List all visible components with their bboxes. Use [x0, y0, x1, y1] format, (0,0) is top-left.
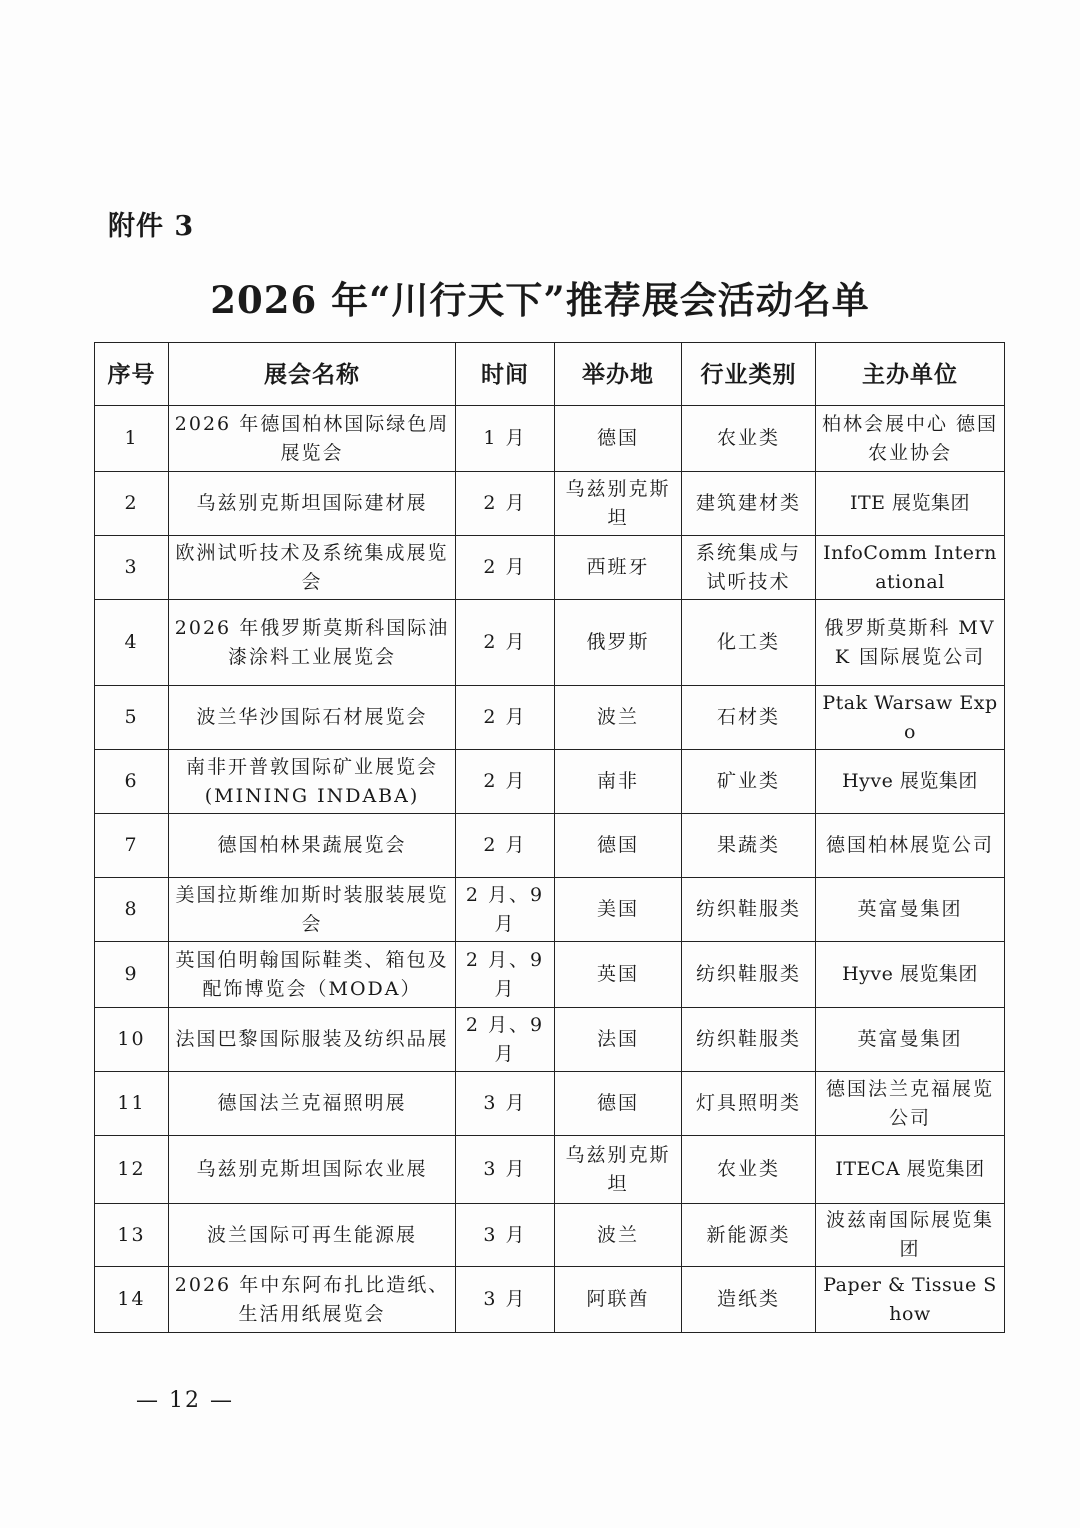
header-seq: 序号: [95, 343, 169, 406]
cell-time: 3 月: [456, 1072, 555, 1136]
table-row: [95, 1136, 1005, 1204]
cell-location: 乌兹别克斯坦: [555, 472, 682, 536]
cell-seq: 11: [95, 1072, 169, 1136]
table-row: [95, 942, 1005, 1008]
cell-location: 阿联酋: [555, 1267, 682, 1333]
cell-seq: 1: [95, 406, 169, 472]
cell-seq: 5: [95, 686, 169, 750]
header-industry: 行业类别: [682, 343, 816, 406]
cell-time: 1 月: [456, 406, 555, 472]
cell-name: 德国法兰克福照明展: [169, 1072, 456, 1136]
table-row: [95, 1072, 1005, 1136]
cell-industry: 纺织鞋服类: [682, 1008, 816, 1072]
cell-organizer: Paper & Tissue Show: [816, 1267, 1005, 1333]
cell-location: 乌兹别克斯坦: [555, 1136, 682, 1204]
cell-industry: 造纸类: [682, 1267, 816, 1333]
cell-location: 波兰: [555, 686, 682, 750]
cell-organizer: 德国柏林展览公司: [816, 814, 1005, 878]
cell-industry: 果蔬类: [682, 814, 816, 878]
cell-name: 英国伯明翰国际鞋类、箱包及配饰博览会（MODA）: [169, 942, 456, 1008]
cell-name: 2026 年中东阿布扎比造纸、生活用纸展览会: [169, 1267, 456, 1333]
table-row: [95, 878, 1005, 942]
cell-industry: 矿业类: [682, 750, 816, 814]
cell-organizer: 德国法兰克福展览公司: [816, 1072, 1005, 1136]
cell-industry: 建筑建材类: [682, 472, 816, 536]
cell-name: 美国拉斯维加斯时装服装展览会: [169, 878, 456, 942]
cell-industry: 灯具照明类: [682, 1072, 816, 1136]
cell-name: 南非开普敦国际矿业展览会 (MINING INDABA): [169, 750, 456, 814]
cell-organizer: InfoComm International: [816, 536, 1005, 600]
cell-name: 德国柏林果蔬展览会: [169, 814, 456, 878]
cell-industry: 农业类: [682, 406, 816, 472]
cell-organizer: 波兹南国际展览集团: [816, 1204, 1005, 1267]
cell-industry: 系统集成与试听技术: [682, 536, 816, 600]
cell-industry: 纺织鞋服类: [682, 942, 816, 1008]
cell-industry: 新能源类: [682, 1204, 816, 1267]
cell-name: 欧洲试听技术及系统集成展览会: [169, 536, 456, 600]
cell-time: 3 月: [456, 1204, 555, 1267]
table-row: [95, 1267, 1005, 1333]
cell-location: 德国: [555, 814, 682, 878]
cell-location: 德国: [555, 1072, 682, 1136]
cell-time: 3 月: [456, 1267, 555, 1333]
cell-seq: 13: [95, 1204, 169, 1267]
header-name: 展会名称: [169, 343, 456, 406]
attachment-label: 附件 3: [108, 211, 195, 242]
cell-organizer: ITECA 展览集团: [816, 1136, 1005, 1204]
page-number: — 12 —: [136, 1388, 234, 1413]
cell-name: 2026 年德国柏林国际绿色周展览会: [169, 406, 456, 472]
cell-name: 法国巴黎国际服装及纺织品展: [169, 1008, 456, 1072]
cell-seq: 7: [95, 814, 169, 878]
cell-name: 乌兹别克斯坦国际建材展: [169, 472, 456, 536]
cell-organizer: Ptak Warsaw Expo: [816, 686, 1005, 750]
table-row: [95, 1008, 1005, 1072]
table-row: [95, 1204, 1005, 1267]
cell-name: 波兰华沙国际石材展览会: [169, 686, 456, 750]
cell-time: 2 月: [456, 472, 555, 536]
cell-seq: 12: [95, 1136, 169, 1204]
cell-seq: 10: [95, 1008, 169, 1072]
cell-time: 2 月、9 月: [456, 1008, 555, 1072]
cell-seq: 6: [95, 750, 169, 814]
cell-name: 波兰国际可再生能源展: [169, 1204, 456, 1267]
cell-time: 2 月: [456, 686, 555, 750]
cell-location: 俄罗斯: [555, 600, 682, 686]
table-row: [95, 472, 1005, 536]
cell-seq: 8: [95, 878, 169, 942]
cell-time: 2 月: [456, 536, 555, 600]
cell-name: 乌兹别克斯坦国际农业展: [169, 1136, 456, 1204]
cell-seq: 4: [95, 600, 169, 686]
cell-organizer: 俄罗斯莫斯科 MVK 国际展览公司: [816, 600, 1005, 686]
cell-time: 3 月: [456, 1136, 555, 1204]
cell-location: 西班牙: [555, 536, 682, 600]
header-organizer: 主办单位: [816, 343, 1005, 406]
cell-organizer: ITE 展览集团: [816, 472, 1005, 536]
cell-organizer: 英富曼集团: [816, 878, 1005, 942]
cell-industry: 纺织鞋服类: [682, 878, 816, 942]
table-row: [95, 814, 1005, 878]
cell-industry: 化工类: [682, 600, 816, 686]
exhibition-table: [94, 342, 1005, 1333]
cell-organizer: 英富曼集团: [816, 1008, 1005, 1072]
cell-location: 法国: [555, 1008, 682, 1072]
cell-location: 德国: [555, 406, 682, 472]
cell-time: 2 月: [456, 814, 555, 878]
cell-seq: 3: [95, 536, 169, 600]
cell-seq: 14: [95, 1267, 169, 1333]
cell-industry: 农业类: [682, 1136, 816, 1204]
cell-seq: 2: [95, 472, 169, 536]
cell-time: 2 月: [456, 750, 555, 814]
cell-seq: 9: [95, 942, 169, 1008]
header-time: 时间: [456, 343, 555, 406]
table-row: [95, 686, 1005, 750]
table-row: [95, 600, 1005, 686]
table-row: [95, 536, 1005, 600]
table-header-row: [95, 343, 1005, 406]
table-row: [95, 750, 1005, 814]
page-title: 2026 年“川行天下”推荐展会活动名单: [210, 278, 870, 322]
cell-location: 南非: [555, 750, 682, 814]
cell-organizer: Hyve 展览集团: [816, 750, 1005, 814]
header-location: 举办地: [555, 343, 682, 406]
table-row: [95, 406, 1005, 472]
cell-organizer: 柏林会展中心 德国农业协会: [816, 406, 1005, 472]
cell-time: 2 月: [456, 600, 555, 686]
cell-time: 2 月、9 月: [456, 878, 555, 942]
cell-location: 波兰: [555, 1204, 682, 1267]
cell-time: 2 月、9 月: [456, 942, 555, 1008]
cell-name: 2026 年俄罗斯莫斯科国际油漆涂料工业展览会: [169, 600, 456, 686]
cell-location: 英国: [555, 942, 682, 1008]
cell-location: 美国: [555, 878, 682, 942]
cell-industry: 石材类: [682, 686, 816, 750]
cell-organizer: Hyve 展览集团: [816, 942, 1005, 1008]
